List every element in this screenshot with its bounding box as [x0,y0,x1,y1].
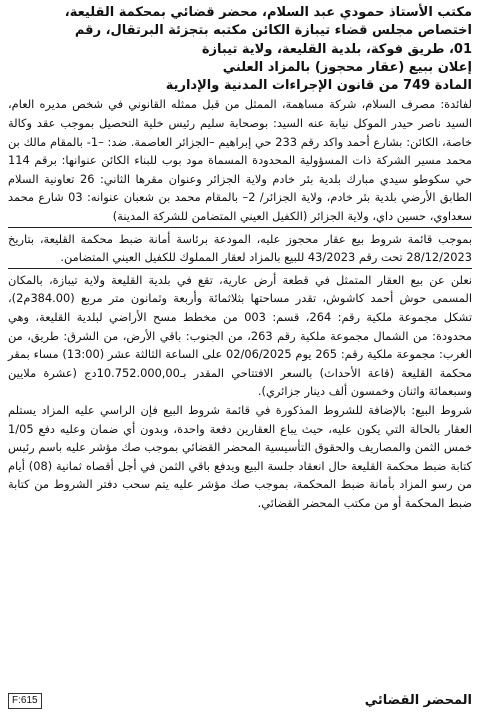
header-line-2: اختصاص مجلس قضاء تيبازة الكائن مكتبه بتجزئة البرتقال، رقم [74,23,472,39]
notice-footer [8,690,472,712]
divider [8,227,472,228]
notice-title: إعلان ببيع (عقار محجوز) بالمزاد العلني [222,59,472,75]
reference-code: F:615 [8,693,42,709]
conditions-deposit-paragraph: بموجب قائمة شروط بيع عقار محجوز عليه، المودعة برئاسة أمانة ضبط محكمة القليعة، بتاريخ 28/12/2023 تحت رقم 43/2023 للبيع بالمزاد لعقار المملوك للكفيل العيني المتضامن. [8,231,472,265]
property-description-paragraph: نعلن عن بيع العقار المتمثل في قطعة أرض عارية، تقع في بلدية القليعة ولاية تيبازة، بالمكان المسمى حوش أحمد كاشوش، تقدر مساحتها بثلاثمائة وأربعة وثمانون متر مربع (384.00م2)، تشكل مجموعة ملكية رقم: 264، قسم: 003 من مخطط مسح الأراضي لبلدية القليعة، وهي محدودة: من الشمال مجموعة ملكية رقم 263، من الجنوب: باقي الأرض، من الشرق: طريق، من الغرب: مجموعة ملكية رقم: 265 يوم 02/06/2025 على الساعة الثالثة عشر (13:00) مساء بمقر محكمة القليعة (قاعة الأحداث) بالسعر الافتتاحي المقدر بـ10.752.000,00دج (عشرة ملايين وسبعمائة واثنان وخمسون ألف دينار جزائري). [8,272,473,399]
sale-conditions-paragraph: شروط البيع: بالإضافة للشروط المذكورة في قائمة شروط البيع فإن الراسي عليه المزاد يستلم العقار بالحالة التي يكون عليه، حيث يباع العقارين دفعة واحدة، وبدون أي ضمان وعليه دفع 1/05 خمس الثمن والمصاريف والحقوق التأسيسية المحضر القضائي بموجب صك مؤشر عليه باسم رئيس كتابة ضبط محكمة القليعة حال انعقاد جلسة البيع ويدفع باقي الثمن في أجل أقصاه ثمانية (08) أيام من رسو المزاد بأمانة ضبط المحكمة، بموجب صك مؤشر عليه يتم سحب دفتر الشروط من كتابة ضبط المحكمة أو من مكتب المحضر القضائي. [8,402,472,510]
notice-header [8,4,472,95]
divider [8,268,472,269]
legal-article: المادة 749 من قانون الإجراءات المدنية والإدارية [165,78,472,94]
parties-paragraph: لفائدة: مصرف السلام، شركة مساهمة، الممثل من قبل ممثله القانوني في شخص مديره العام، السيد ناصر حيدر الموكل نيابة عنه السيد: بوصحابة سليم رئيس خلية التحصيل بموجب عقد وكالة خاصة، الكائن: بشارع أحمد واكد رقم 233 حي إبراهيم –الجزائر العاصمة. ضد: –1- بالمقام مالك بن محمد مسير الشركة ذات المسؤولية المحدودة المسماة مود بوب للبناء الكائن عنوانها: برقم 114 حي سكوطو سيدي مبارك بلدية بئر خادم ولاية الجزائر وعنوان مقرها الثاني: 26 تعاونية السلام الطابق الأرضي بلدية بئر خادم، ولاية الجزائر/ 2– بالمقام محمد بن شعبان عنوانه: 03 شارع محمد سعداوي، حسين داي، ولاية الجزائر (الكفيل العيني المتضامن للشركة المدينة) [8,97,473,224]
header-line-3: 01، طريق فوكة، بلدية القليعة، ولاية تيبازة [201,41,472,57]
header-line-1: مكتب الأستاذ حمودي عبد السلام، محضر قضائي بمحكمة القليعة، [64,5,472,20]
bailiff-signature: المحضر القضائي [364,692,472,708]
